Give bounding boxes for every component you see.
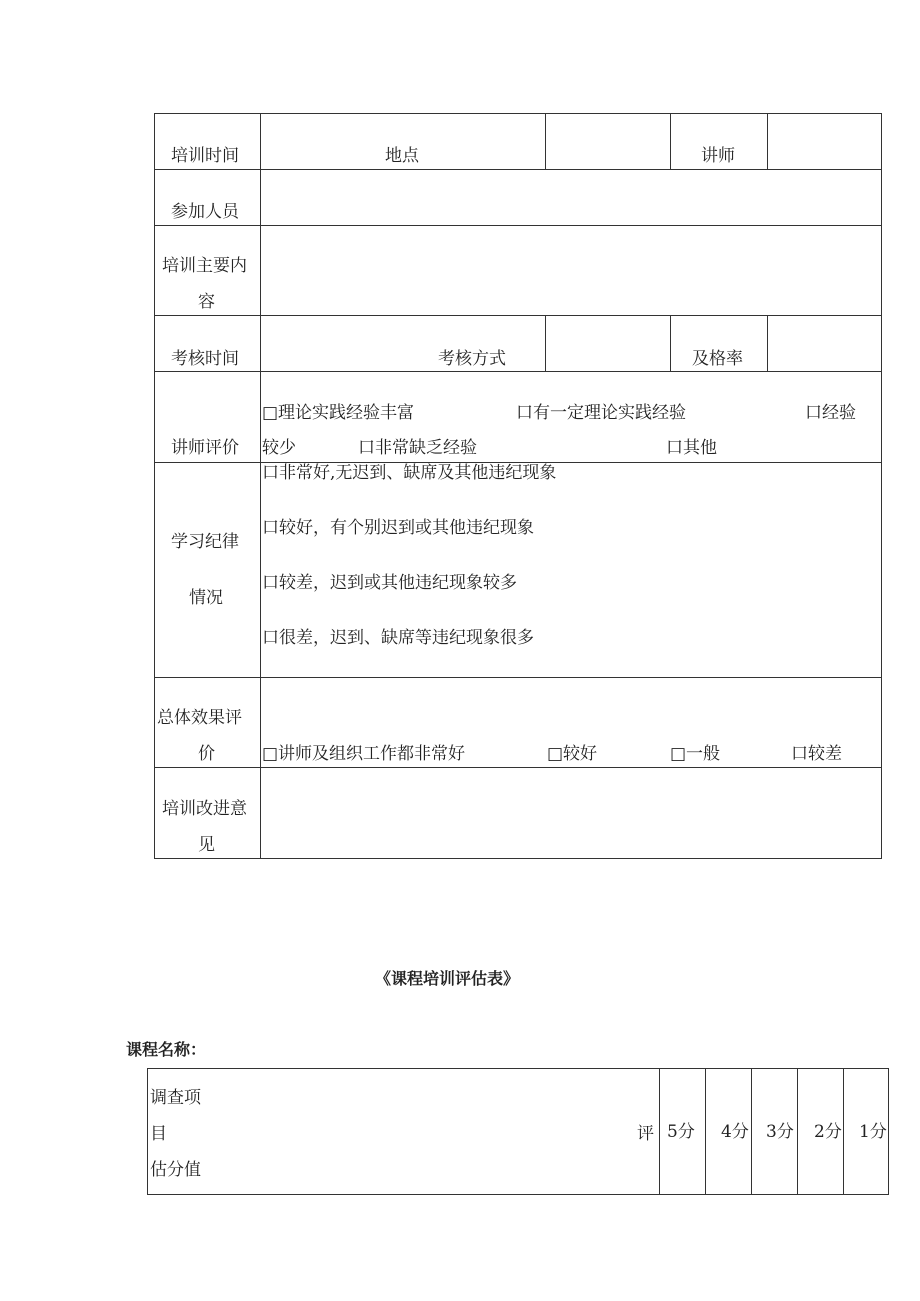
overall-option-excellent[interactable]: □讲师及组织工作都非常好 xyxy=(262,744,466,764)
exam-time-label: 考核时间 xyxy=(171,349,239,369)
discipline-option-good[interactable]: 口较好，有个别迟到或其他违纪现象 xyxy=(262,518,534,538)
score-header-5: 5分 xyxy=(667,1122,695,1142)
training-time-label: 培训时间 xyxy=(171,146,239,166)
eval-option-less-experience-cont: 较少 xyxy=(262,438,296,458)
overall-option-poor[interactable]: 口较差 xyxy=(791,744,842,764)
training-content-label-cont: 容 xyxy=(198,292,215,312)
overall-option-average[interactable]: □一般 xyxy=(670,744,721,764)
instructor-label: 讲师 xyxy=(701,146,735,166)
participants-label: 参加人员 xyxy=(171,202,239,222)
score-header-1: 1分 xyxy=(859,1122,887,1142)
location-label: 地点 xyxy=(385,146,419,166)
overall-effect-label: 总体效果评 xyxy=(157,708,242,728)
evaluation-char: 评 xyxy=(637,1124,654,1144)
score-header-3: 3分 xyxy=(766,1122,794,1142)
score-header-2: 2分 xyxy=(814,1122,842,1142)
eval-option-less-experience[interactable]: 口经验 xyxy=(805,403,856,423)
survey-item-label: 调查项 xyxy=(150,1088,201,1108)
eval-option-other[interactable]: 口其他 xyxy=(666,438,717,458)
eval-option-rich-experience[interactable]: □理论实践经验丰富 xyxy=(262,403,415,423)
eval-option-lack-experience[interactable]: 口非常缺乏经验 xyxy=(358,438,477,458)
eval-option-some-experience[interactable]: 口有一定理论实践经验 xyxy=(516,403,686,423)
survey-item-label-cont: 目 xyxy=(150,1124,167,1144)
improvement-label: 培训改进意 xyxy=(162,799,247,819)
score-header-4: 4分 xyxy=(721,1122,749,1142)
course-name-label: 课程名称： xyxy=(126,1040,207,1059)
pass-rate-label: 及格率 xyxy=(692,349,743,369)
overall-option-good[interactable]: □较好 xyxy=(547,744,598,764)
exam-method-label: 考核方式 xyxy=(438,349,506,369)
course-evaluation-title: 《课程培训评估表》 xyxy=(375,969,520,988)
overall-effect-label-cont: 价 xyxy=(198,744,215,764)
score-value-label: 估分值 xyxy=(150,1160,201,1180)
discipline-option-very-poor[interactable]: 口很差，迟到、缺席等违纪现象很多 xyxy=(262,628,534,648)
discipline-label: 学习纪律 xyxy=(171,532,239,552)
training-content-label: 培训主要内 xyxy=(162,256,247,276)
discipline-option-poor[interactable]: 口较差，迟到或其他违纪现象较多 xyxy=(262,573,517,593)
instructor-eval-label: 讲师评价 xyxy=(171,438,239,458)
discipline-label-cont: 情况 xyxy=(189,588,223,608)
discipline-option-very-good[interactable]: 口非常好,无迟到、缺席及其他违纪现象 xyxy=(262,463,557,483)
improvement-label-cont: 见 xyxy=(198,835,215,855)
